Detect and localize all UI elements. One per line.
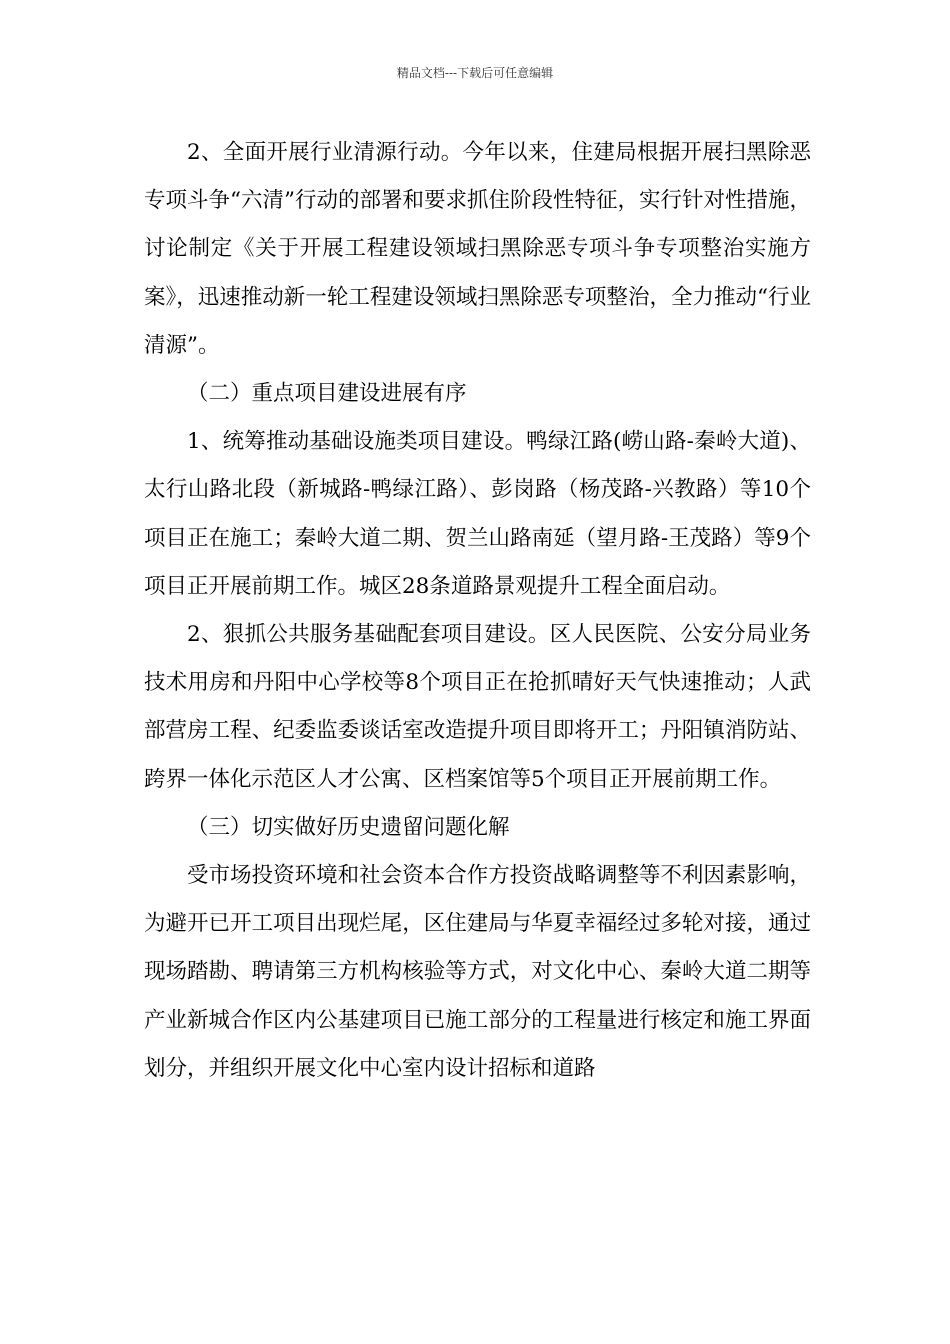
paragraph-public-service-projects: 2、狠抓公共服务基础配套项目建设。区人民医院、公安分局业务技术用房和丹阳中心学校等8个项目正在抢抓晴好天气快速推动；人武部营房工程、纪委监委谈话室改造提升项目即将开工；丹阳镇消防站、跨界一体化示范区人才公寓、区档案馆等5个项目正开展前期工作。	[144, 622, 811, 792]
page-header: 精品文档---下载后可任意编辑	[396, 66, 554, 80]
paragraph-legacy-issues: 受市场投资环境和社会资本合作方投资战略调整等不利因素影响，为避开已开工项目出现烂尾，区住建局与华夏幸福经过多轮对接，通过现场踏勘、聘请第三方机构核验等方式，对文化中心、秦岭大道二期等产业新城合作区内公基建项目已施工部分的工程量进行核定和施工界面划分，并组织开展文化中心室内设计招标和道路	[144, 863, 811, 1081]
document-body	[144, 129, 811, 1093]
section-heading-legacy-issues: （三）切实做好历史遗留问题化解	[187, 814, 510, 840]
paragraph-industry-cleanup: 2、全面开展行业清源行动。今年以来，住建局根据开展扫黑除恶专项斗争“六清”行动的部署和要求抓住阶段性特征，实行针对性措施， 讨论制定《关于开展工程建设领域扫黑除恶专项斗争专项整治实施方案》，迅速推动新一轮工程建设领域扫黑除恶专项整治，全力推动“行业清源”。	[144, 140, 811, 358]
paragraph-infrastructure-projects: 1、统筹推动基础设施类项目建设。鸭绿江路(崂山路-秦岭大道)、太行山路北段（新城路-鸭绿江路）、彭岗路（杨茂路-兴教路）等10个项目正在施工；秦岭大道二期、贺兰山路南延（望月路-王茂路）等9个项目正开展前期工作。城区28条道路景观提升工程全面启动。	[144, 429, 811, 599]
section-heading-key-projects: （二）重点项目建设进展有序	[187, 381, 467, 407]
